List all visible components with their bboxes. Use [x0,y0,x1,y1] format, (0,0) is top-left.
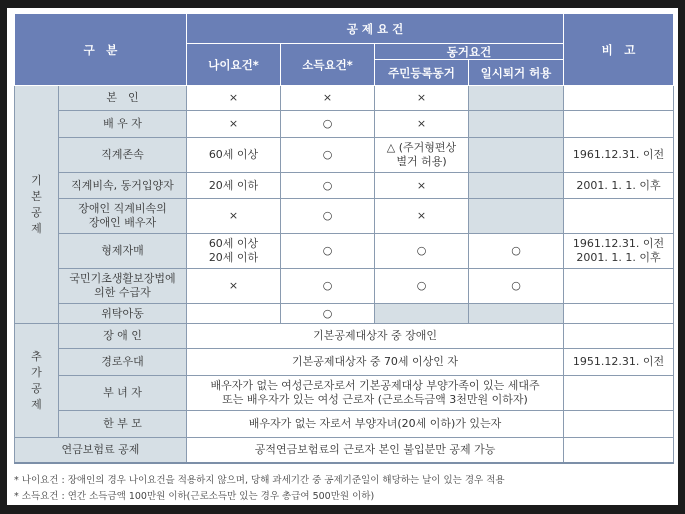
temporary-cell [469,173,564,199]
header-temporary: 일시퇴거 허용 [469,60,564,86]
header-requirements: 공 제 요 건 [187,14,564,44]
age-cell: × [187,111,281,138]
income-cell: ○ [281,269,375,304]
deduction-table [14,13,674,464]
table-row [15,138,674,173]
note-cell [564,111,674,138]
desc-cell: 배우자가 없는 여성근로자로서 기본공제대상 부양가족이 있는 세대주 또는 배우자가 있는 여성 근로자 (근로소득금액 3천만원 이하자) [187,376,564,411]
age-cell: 60세 이상 20세 이하 [187,234,281,269]
row-label: 직계비속, 동거입양자 [59,173,187,199]
table-row [15,304,674,324]
note-cell [564,324,674,349]
table-row [15,173,674,199]
age-cell [187,304,281,324]
note-cell [564,199,674,234]
table-row [15,411,674,438]
note-cell [564,376,674,411]
registered-cell: × [375,173,469,199]
age-cell: 20세 이하 [187,173,281,199]
age-cell: 60세 이상 [187,138,281,173]
desc-cell: 기본공제대상자 중 장애인 [187,324,564,349]
table-row [15,86,674,111]
temporary-cell: ○ [469,269,564,304]
row-label: 위탁아동 [59,304,187,324]
income-cell: ○ [281,304,375,324]
temporary-cell [469,86,564,111]
registered-cell: × [375,111,469,138]
group-basic: 기 본 공 제 [15,86,59,324]
income-cell: × [281,86,375,111]
table-row [15,234,674,269]
row-label: 장 애 인 [59,324,187,349]
age-cell: × [187,199,281,234]
row-label: 배 우 자 [59,111,187,138]
income-cell: ○ [281,199,375,234]
registered-cell: ○ [375,234,469,269]
income-cell: ○ [281,173,375,199]
registered-cell [375,304,469,324]
row-label: 형제자매 [59,234,187,269]
header-remarks: 비 고 [564,14,674,86]
header-registered: 주민등록동거 [375,60,469,86]
footnote-age: * 나이요건 : 장애인의 경우 나이요건을 적용하지 않으며, 당해 과세기간 중 공제기준일이 해당하는 날이 있는 경우 적용 [14,475,505,486]
footnote-income: * 소득요건 : 연간 소득금액 100만원 이하(근로소득만 있는 경우 총급여 500만원 이하) [14,491,375,502]
registered-cell: × [375,199,469,234]
desc-cell: 기본공제대상자 중 70세 이상인 자 [187,349,564,376]
temporary-cell: ○ [469,234,564,269]
group-extra: 추 가 공 제 [15,324,59,438]
row-label: 장애인 직계비속의 장애인 배우자 [59,199,187,234]
note-cell: 2001. 1. 1. 이후 [564,173,674,199]
registered-cell: ○ [375,269,469,304]
table-row [15,269,674,304]
row-label: 부 녀 자 [59,376,187,411]
table-row [15,349,674,376]
desc-cell: 배우자가 없는 자로서 부양자녀(20세 이하)가 있는자 [187,411,564,438]
note-cell [564,304,674,324]
age-cell: × [187,269,281,304]
income-cell: ○ [281,138,375,173]
temporary-cell [469,138,564,173]
row-label: 한 부 모 [59,411,187,438]
table-row [15,111,674,138]
header-age: 나이요건* [187,44,281,86]
note-cell [564,269,674,304]
age-cell: × [187,86,281,111]
note-cell: 1951.12.31. 이전 [564,349,674,376]
document-panel [7,8,678,505]
temporary-cell [469,199,564,234]
header-category: 구 분 [15,14,187,86]
row-label: 국민기초생활보장법에 의한 수급자 [59,269,187,304]
registered-cell: × [375,86,469,111]
pension-desc: 공적연금보험료의 근로자 본인 불입분만 공제 가능 [187,438,564,463]
footnotes [14,473,505,505]
note-cell [564,411,674,438]
note-cell [564,86,674,111]
row-label: 직계존속 [59,138,187,173]
registered-cell: △ (주거형편상 별거 허용) [375,138,469,173]
table-row [15,324,674,349]
row-label: 본 인 [59,86,187,111]
income-cell: ○ [281,111,375,138]
note-cell: 1961.12.31. 이전 2001. 1. 1. 이후 [564,234,674,269]
income-cell: ○ [281,234,375,269]
header-income: 소득요건* [281,44,375,86]
pension-label: 연금보험료 공제 [15,438,187,463]
table-row [15,376,674,411]
table-row [15,199,674,234]
pension-note [564,438,674,463]
header-cohabit: 동거요건 [375,44,564,60]
note-cell: 1961.12.31. 이전 [564,138,674,173]
temporary-cell [469,111,564,138]
temporary-cell [469,304,564,324]
row-label: 경로우대 [59,349,187,376]
